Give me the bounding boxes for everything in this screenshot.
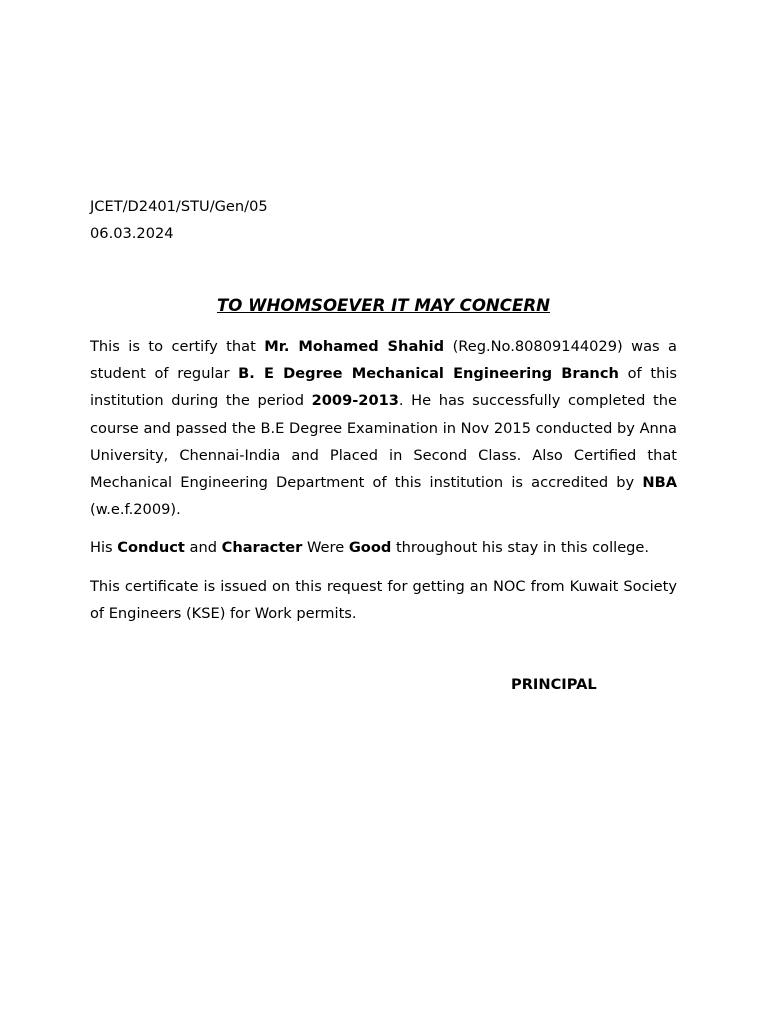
- student-name: Mr. Mohamed Shahid: [264, 338, 445, 355]
- signatory-title: PRINCIPAL: [511, 676, 597, 693]
- text-segment: His: [90, 539, 118, 557]
- text-segment: (w.e.f.2009).: [90, 501, 181, 519]
- reference-number: JCET/D2401/STU/Gen/05: [90, 198, 268, 215]
- reference-block: [90, 193, 268, 247]
- letter-body: [90, 333, 677, 638]
- conduct-label: Conduct: [117, 539, 185, 557]
- certification-paragraph: [90, 333, 677, 523]
- text-segment: of this institution during the period: [90, 365, 677, 410]
- text-segment: This is to certify that: [90, 338, 265, 355]
- study-period: 2009-2013: [311, 392, 399, 410]
- text-segment: throughout his stay in this college.: [391, 539, 650, 557]
- course-name: B. E Degree Mechanical Engineering Branch: [238, 365, 619, 383]
- text-segment: . He has successfully completed the course and passed the B.E Degree Examination in Nov 2015 conducted by Anna University, Chennai-India and Placed in Second Class. Also Certified that Mechanical Engineering Department of this institution is accredited by: [90, 392, 677, 492]
- text-segment: and: [184, 539, 222, 557]
- conduct-paragraph: [90, 534, 677, 561]
- character-label: Character: [221, 539, 303, 557]
- letter-date: 06.03.2024: [90, 225, 174, 242]
- accreditation-body: NBA: [642, 474, 677, 492]
- text-segment: (Reg.No.80809144029) was a student of regular: [90, 338, 677, 383]
- text-segment: Were: [302, 539, 349, 557]
- letter-title: TO WHOMSOEVER IT MAY CONCERN: [216, 296, 550, 315]
- purpose-paragraph: This certificate is issued on this request for getting an NOC from Kuwait Society of Engineers (KSE) for Work permits.: [90, 577, 677, 622]
- conduct-rating: Good: [348, 539, 392, 557]
